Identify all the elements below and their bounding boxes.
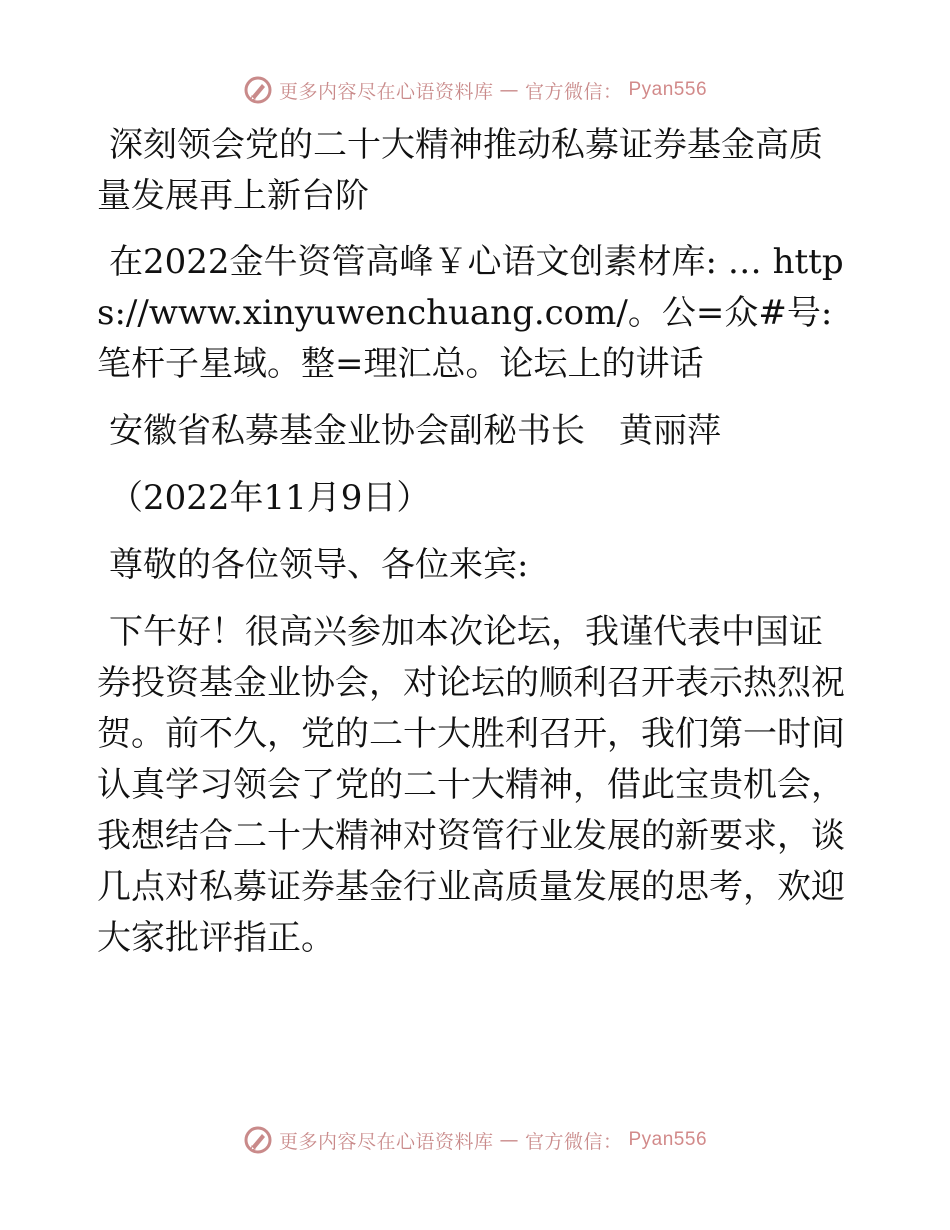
speaker-line: 安徽省私募基金业协会副秘书长 黄丽萍 [109, 411, 721, 451]
watermark-text: 更多内容尽在心语资料库 [278, 80, 494, 103]
document-body [97, 120, 852, 964]
footer-watermark [0, 1120, 950, 1160]
date-line: （2022年11月9日） [109, 478, 431, 518]
pen-logo-icon [243, 1125, 273, 1155]
watermark-wechat-label: 官方微信： [524, 80, 623, 103]
pen-logo-icon [243, 75, 273, 105]
watermark-separator: — [499, 79, 519, 101]
watermark-wechat-label: 官方微信： [524, 1130, 623, 1153]
watermark-text: 更多内容尽在心语资料库 [278, 1130, 494, 1153]
watermark-wechat-id: Pyan556 [628, 79, 708, 100]
watermark-wechat-id: Pyan556 [628, 1129, 708, 1150]
watermark-separator: — [499, 1129, 519, 1151]
greeting-line: 尊敬的各位领导、各位来宾: [109, 545, 529, 585]
document-title: 深刻领会党的二十大精神推动私募证券基金高质量发展再上新台阶 [97, 125, 823, 216]
header-watermark [0, 70, 950, 110]
intro-paragraph: 在2022金牛资管高峰￥心语文创素材库: … https://www.xinyuwenchuang.com/。公=众#号: 笔杆子星域。整=理汇总。论坛上的讲话 [97, 242, 844, 384]
body-paragraph: 下午好！很高兴参加本次论坛，我谨代表中国证券投资基金业协会，对论坛的顺利召开表示热烈祝贺。前不久，党的二十大胜利召开，我们第一时间认真学习领会了党的二十大精神，借此宝贵机会，我想结合二十大精神对资管行业发展的新要求，谈几点对私募证券基金行业高质量发展的思考，欢迎大家批评指正。 [97, 612, 845, 958]
